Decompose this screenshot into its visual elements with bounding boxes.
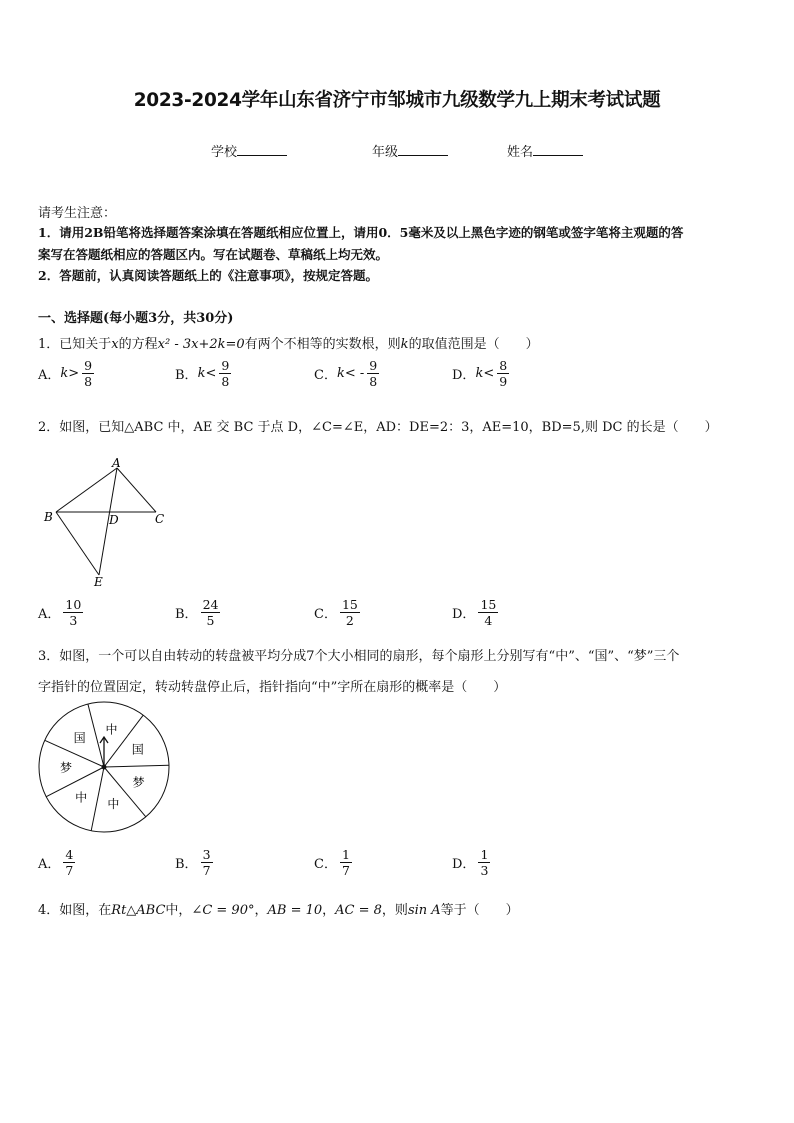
q4-angle: ∠C = 90°: [191, 903, 255, 918]
option-fraction: [219, 358, 231, 389]
option-fraction: [63, 847, 75, 878]
q3-option-b[interactable]: [175, 847, 213, 878]
q2-option-d[interactable]: [452, 597, 498, 628]
section-1-heading: 一、选择题(每小题3分，共30分): [38, 311, 234, 326]
fraction-numerator: 9: [84, 358, 93, 373]
segment-ac: [117, 468, 156, 512]
q4-triangle: Rt△ABC: [111, 903, 166, 918]
option-letter: B．: [175, 857, 198, 872]
notice-heading: 请考生注意：: [38, 206, 117, 221]
segment-ab: [56, 468, 117, 512]
q1-option-c[interactable]: [314, 358, 379, 389]
school-label: 学校: [211, 145, 238, 160]
q4-sin: sin A: [407, 903, 441, 918]
option-letter: A．: [38, 607, 61, 622]
q1-var-x: x: [111, 337, 119, 352]
question-2-stem: 2．如图，已知△ABC 中，AE 交 BC 于点 D，∠C=∠E，AD：DE=2：3，AE=10，BD=5,则 DC 的长是（ ）: [38, 420, 718, 435]
option-fraction: [82, 358, 94, 389]
option-letter: C．: [314, 368, 337, 383]
q1-option-d[interactable]: [452, 358, 509, 389]
option-letter: C．: [314, 607, 337, 622]
name-label: 姓名: [507, 145, 534, 160]
option-fraction: [478, 847, 490, 878]
wheel-spoke: [91, 767, 104, 831]
q1-equation: x² - 3x+2k=0: [157, 337, 245, 352]
fraction-numerator: 9: [221, 358, 230, 373]
fraction-denominator: 7: [341, 863, 350, 878]
wheel-sector-label: 中: [105, 722, 118, 737]
segment-be: [56, 512, 99, 575]
q4-pre: 4．如图，在: [38, 903, 112, 918]
wheel-sector-label: 国: [131, 742, 144, 757]
name-field: [507, 141, 583, 160]
grade-blank: [398, 141, 448, 156]
q3-option-a[interactable]: [38, 847, 75, 878]
triangle-figure: [38, 455, 178, 591]
option-expr: k<: [197, 366, 217, 381]
option-letter: D．: [452, 857, 476, 872]
fraction-numerator: 15: [341, 597, 358, 612]
fraction-numerator: 3: [202, 847, 211, 862]
option-fraction: [497, 358, 509, 389]
question-3-line-2: 字指针的位置固定，转动转盘停止后，指针指向“中”字所在扇形的概率是（ ）: [38, 680, 507, 695]
fraction-numerator: 4: [65, 847, 74, 862]
wheel-sector-label: 梦: [132, 775, 145, 790]
q4-ac: AC = 8: [335, 903, 382, 918]
q1-option-b[interactable]: [175, 358, 231, 389]
fraction-denominator: 3: [69, 613, 78, 628]
wheel-spoke: [88, 704, 104, 767]
fraction-denominator: 8: [221, 374, 230, 389]
option-letter: C．: [314, 857, 337, 872]
option-letter: D．: [452, 368, 476, 383]
q3-option-d[interactable]: [452, 847, 490, 878]
name-blank: [533, 141, 583, 156]
option-expr: k< -: [336, 366, 365, 381]
question-3-line-1: 3．如图，一个可以自由转动的转盘被平均分成7个大小相同的扇形，每个扇形上分别写有“中”、“国”、“梦”三个: [38, 649, 680, 664]
fraction-denominator: 8: [369, 374, 378, 389]
fraction-denominator: 9: [499, 374, 508, 389]
question-4-stem: [38, 899, 519, 918]
q3-option-c[interactable]: [314, 847, 352, 878]
fraction-numerator: 9: [369, 358, 378, 373]
fraction-numerator: 1: [341, 847, 350, 862]
option-expr: k>: [60, 366, 80, 381]
fraction-numerator: 10: [65, 597, 82, 612]
option-fraction: [63, 597, 83, 628]
label-b: B: [44, 510, 53, 524]
option-fraction: [478, 597, 498, 628]
q4-ab: AB = 10: [267, 903, 323, 918]
fraction-numerator: 24: [202, 597, 219, 612]
option-fraction: [340, 847, 352, 878]
option-letter: B．: [175, 368, 198, 383]
fraction-denominator: 4: [484, 613, 493, 628]
option-letter: D．: [452, 607, 476, 622]
notice-item-1-line-1: 1．请用2B铅笔将选择题答案涂填在答题纸相应位置上，请用0．5毫米及以上黑色字迹的钢笔或签字笔将主观题的答: [38, 225, 684, 240]
option-fraction: [340, 597, 360, 628]
q2-option-b[interactable]: [175, 597, 220, 628]
q1-pre: 1．已知关于: [38, 337, 112, 352]
q1-tail: 的取值范围是（ ）: [408, 337, 539, 352]
label-a: A: [112, 456, 121, 470]
fraction-denominator: 7: [202, 863, 211, 878]
q1-post: 有两个不相等的实数根，则: [244, 337, 401, 352]
option-fraction: [201, 847, 213, 878]
fraction-denominator: 2: [345, 613, 354, 628]
wheel-sector-label: 国: [73, 730, 86, 745]
wheel-sector-label: 中: [75, 790, 88, 805]
notice-item-2: 2．答题前，认真阅读答题纸上的《注意事项》，按规定答题。: [38, 268, 378, 283]
page-title: 2023-2024学年山东省济宁市邹城市九级数学九上期末考试试题: [133, 90, 661, 111]
q4-tail: 等于（ ）: [440, 903, 519, 918]
q1-option-a[interactable]: [38, 358, 94, 389]
q1-var-k: k: [400, 337, 409, 352]
q4-mid-2: ，则: [381, 903, 408, 918]
grade-field: [372, 141, 448, 160]
fraction-numerator: 1: [480, 847, 489, 862]
q1-mid: 的方程: [118, 337, 158, 352]
option-letter: A．: [38, 857, 61, 872]
school-field: [211, 141, 287, 160]
notice-item-1-line-2: 案写在答题纸相应的答题区内。写在试题卷、草稿纸上均无效。: [38, 247, 389, 262]
option-letter: A．: [38, 368, 61, 383]
option-fraction: [201, 597, 221, 628]
fraction-numerator: 15: [480, 597, 497, 612]
q4-sep-2: ，: [322, 903, 336, 918]
option-letter: B．: [175, 607, 198, 622]
question-1-stem: [38, 333, 539, 352]
fraction-denominator: 7: [65, 863, 74, 878]
fraction-denominator: 8: [84, 374, 93, 389]
label-e: E: [94, 575, 103, 589]
wheel-center-dot: [102, 765, 107, 770]
wheel-spoke: [104, 765, 169, 767]
fraction-numerator: 8: [499, 358, 508, 373]
q4-sep-1: ，: [254, 903, 268, 918]
fraction-denominator: 5: [206, 613, 215, 628]
label-c: C: [155, 512, 165, 526]
label-d: D: [109, 513, 119, 527]
fraction-denominator: 3: [480, 863, 489, 878]
q2-option-c[interactable]: [314, 597, 360, 628]
option-expr: k<: [475, 366, 495, 381]
grade-label: 年级: [372, 145, 399, 160]
wheel-sector-label: 中: [107, 796, 120, 811]
option-fraction: [367, 358, 379, 389]
q2-option-a[interactable]: [38, 597, 83, 628]
spinner-wheel: [36, 700, 176, 836]
q4-mid-1: 中，: [165, 903, 192, 918]
wheel-sector-label: 梦: [59, 761, 73, 775]
school-blank: [237, 141, 287, 156]
